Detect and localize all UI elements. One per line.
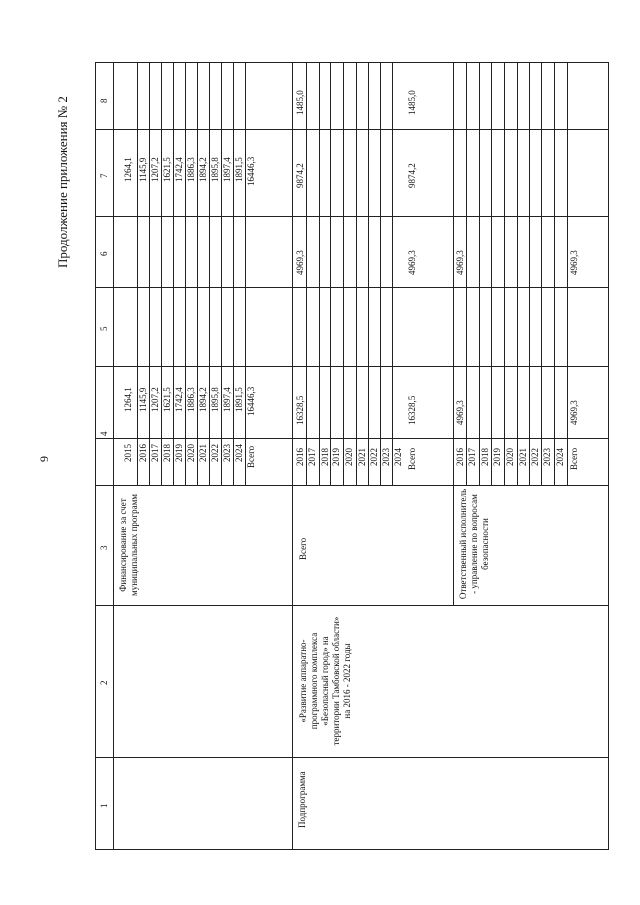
program-name: «Развитие аппаратно-программного комплекса «Безопасный город» на территории Тамбовской области» на 2016 - 2022 годы: [298, 616, 352, 746]
s1-year-cell: 2023: [222, 444, 232, 462]
s2-year-cell: 2018: [320, 448, 330, 466]
row-rule: [233, 62, 234, 485]
s2-col8-last: 1485,0: [407, 90, 417, 115]
s2-year-cell: 2019: [331, 448, 341, 466]
col-header-7: 7: [99, 173, 109, 178]
s2-year-cell: 2023: [381, 448, 391, 466]
s2-year-cell: 2021: [357, 448, 367, 466]
s1-col4-cell: 16446,3: [246, 386, 256, 416]
s1-col7-cell: 1891,5: [234, 157, 244, 182]
s1-year-cell: 2018: [162, 444, 172, 462]
s3-year-cell: 2021: [518, 448, 528, 466]
s1-col4-cell: 1894,2: [198, 387, 208, 412]
s1-col7-cell: 1886,3: [186, 157, 196, 182]
s1-col4-cell: 1264,1: [123, 387, 133, 412]
row-rule: [137, 62, 138, 485]
s1-year-cell: 2019: [174, 444, 184, 462]
col-header-3: 3: [99, 545, 109, 550]
s1-col7-cell: 1207,2: [150, 157, 160, 182]
row-rule: [356, 62, 357, 485]
s2-col7-last: 9874,2: [407, 163, 417, 188]
s3-year-cell: 2016: [455, 448, 465, 466]
s1-col7-cell: 1742,4: [174, 157, 184, 182]
row-rule: [392, 62, 393, 485]
s3-col4-last: 4969,3: [569, 400, 579, 425]
s2-col4-last: 16328,5: [407, 395, 417, 425]
s2-total-label: Всего: [298, 537, 308, 560]
funding-label: Финансирование за счет муниципальных программ: [118, 494, 139, 596]
executor-label: Ответственный исполнитель - управление по вопросам безопасности: [458, 488, 490, 600]
s2-col6-first: 4969,3: [295, 250, 305, 275]
section-rule: [453, 62, 454, 605]
row-rule: [554, 62, 555, 485]
row-rule: [161, 62, 162, 485]
s1-col7-cell: 1894,2: [198, 157, 208, 182]
row-rule: [330, 62, 331, 485]
row-rule: [466, 62, 467, 485]
s3-year-cell: 2019: [492, 448, 502, 466]
row-rule: [319, 62, 320, 485]
row-rule: [149, 62, 150, 485]
row-rule: [245, 62, 246, 485]
row-rule: [529, 62, 530, 485]
s1-col4-cell: 1621,5: [162, 387, 172, 412]
s2-col4-first: 16328,5: [295, 395, 305, 425]
s2-year-cell: 2024: [393, 448, 403, 466]
s1-year-cell: 2017: [150, 444, 160, 462]
s1-year-cell: 2020: [186, 444, 196, 462]
row-type-label: Подпрограмма: [297, 771, 307, 828]
row-rule: [197, 62, 198, 485]
s1-col7-cell: 1897,4: [222, 157, 232, 182]
s1-col7-cell: 1145,9: [138, 157, 148, 182]
s3-year-cell: 2020: [505, 448, 515, 466]
col-header-2: 2: [99, 680, 109, 685]
s2-year-cell: 2020: [344, 448, 354, 466]
s1-year-cell: Всего: [246, 445, 256, 468]
s2-col7-first: 9874,2: [295, 163, 305, 188]
s2-col6-last: 4969,3: [407, 250, 417, 275]
s3-year-cell: 2024: [555, 448, 565, 466]
header-row-rule: [113, 62, 114, 850]
s1-col4-cell: 1895,8: [210, 387, 220, 412]
s2-year-cell: 2017: [307, 448, 317, 466]
row-rule: [221, 62, 222, 485]
col-rule: [95, 757, 609, 758]
row-rule: [185, 62, 186, 485]
s1-year-cell: 2015: [123, 444, 133, 462]
row-rule: [343, 62, 344, 485]
s3-year-cell: 2022: [530, 448, 540, 466]
row-rule: [479, 62, 480, 485]
col-header-6: 6: [99, 251, 109, 256]
s1-col4-cell: 1207,2: [150, 387, 160, 412]
s1-col4-cell: 1886,3: [186, 387, 196, 412]
s3-year-cell: 2023: [542, 448, 552, 466]
s2-year-cell: Всего: [407, 447, 417, 470]
s3-col6-last: 4969,3: [569, 250, 579, 275]
row-rule: [209, 62, 210, 485]
row-rule: [517, 62, 518, 485]
s1-col4-cell: 1145,9: [138, 387, 148, 412]
col-rule: [95, 485, 609, 486]
s1-year-cell: 2016: [138, 444, 148, 462]
row-rule: [567, 62, 568, 485]
s1-col7-cell: 1621,5: [162, 157, 172, 182]
col-rule: [95, 605, 609, 606]
s1-col7-cell: 1895,8: [210, 157, 220, 182]
s3-year-cell: 2017: [467, 448, 477, 466]
page-number: 9: [37, 456, 51, 462]
s1-year-cell: 2022: [210, 444, 220, 462]
col-header-1: 1: [99, 803, 109, 808]
row-rule: [380, 62, 381, 485]
s3-col4-first: 4969,3: [455, 400, 465, 425]
col-header-5: 5: [99, 326, 109, 331]
s2-year-cell: 2022: [369, 448, 379, 466]
row-rule: [173, 62, 174, 485]
row-rule: [368, 62, 369, 485]
s3-year-cell: Всего: [569, 447, 579, 470]
s3-year-cell: 2018: [480, 448, 490, 466]
s3-col6-first: 4969,3: [455, 250, 465, 275]
s2-year-cell: 2016: [295, 448, 305, 466]
section-rule: [292, 62, 293, 850]
s1-col4-cell: 1891,5: [234, 387, 244, 412]
s2-col8-first: 1485,0: [295, 90, 305, 115]
s1-col7-cell: 16446,3: [246, 156, 256, 186]
s1-col7-cell: 1264,1: [123, 157, 133, 182]
col-header-4: 4: [99, 431, 109, 436]
s1-year-cell: 2021: [198, 444, 208, 462]
s1-col4-cell: 1742,4: [174, 387, 184, 412]
row-rule: [306, 62, 307, 485]
col-header-8: 8: [99, 98, 109, 103]
row-rule: [541, 62, 542, 485]
row-rule: [504, 62, 505, 485]
s1-col4-cell: 1897,4: [222, 387, 232, 412]
row-rule: [491, 62, 492, 485]
s1-year-cell: 2024: [234, 444, 244, 462]
continuation-title: Продолжение приложения № 2: [55, 96, 70, 268]
